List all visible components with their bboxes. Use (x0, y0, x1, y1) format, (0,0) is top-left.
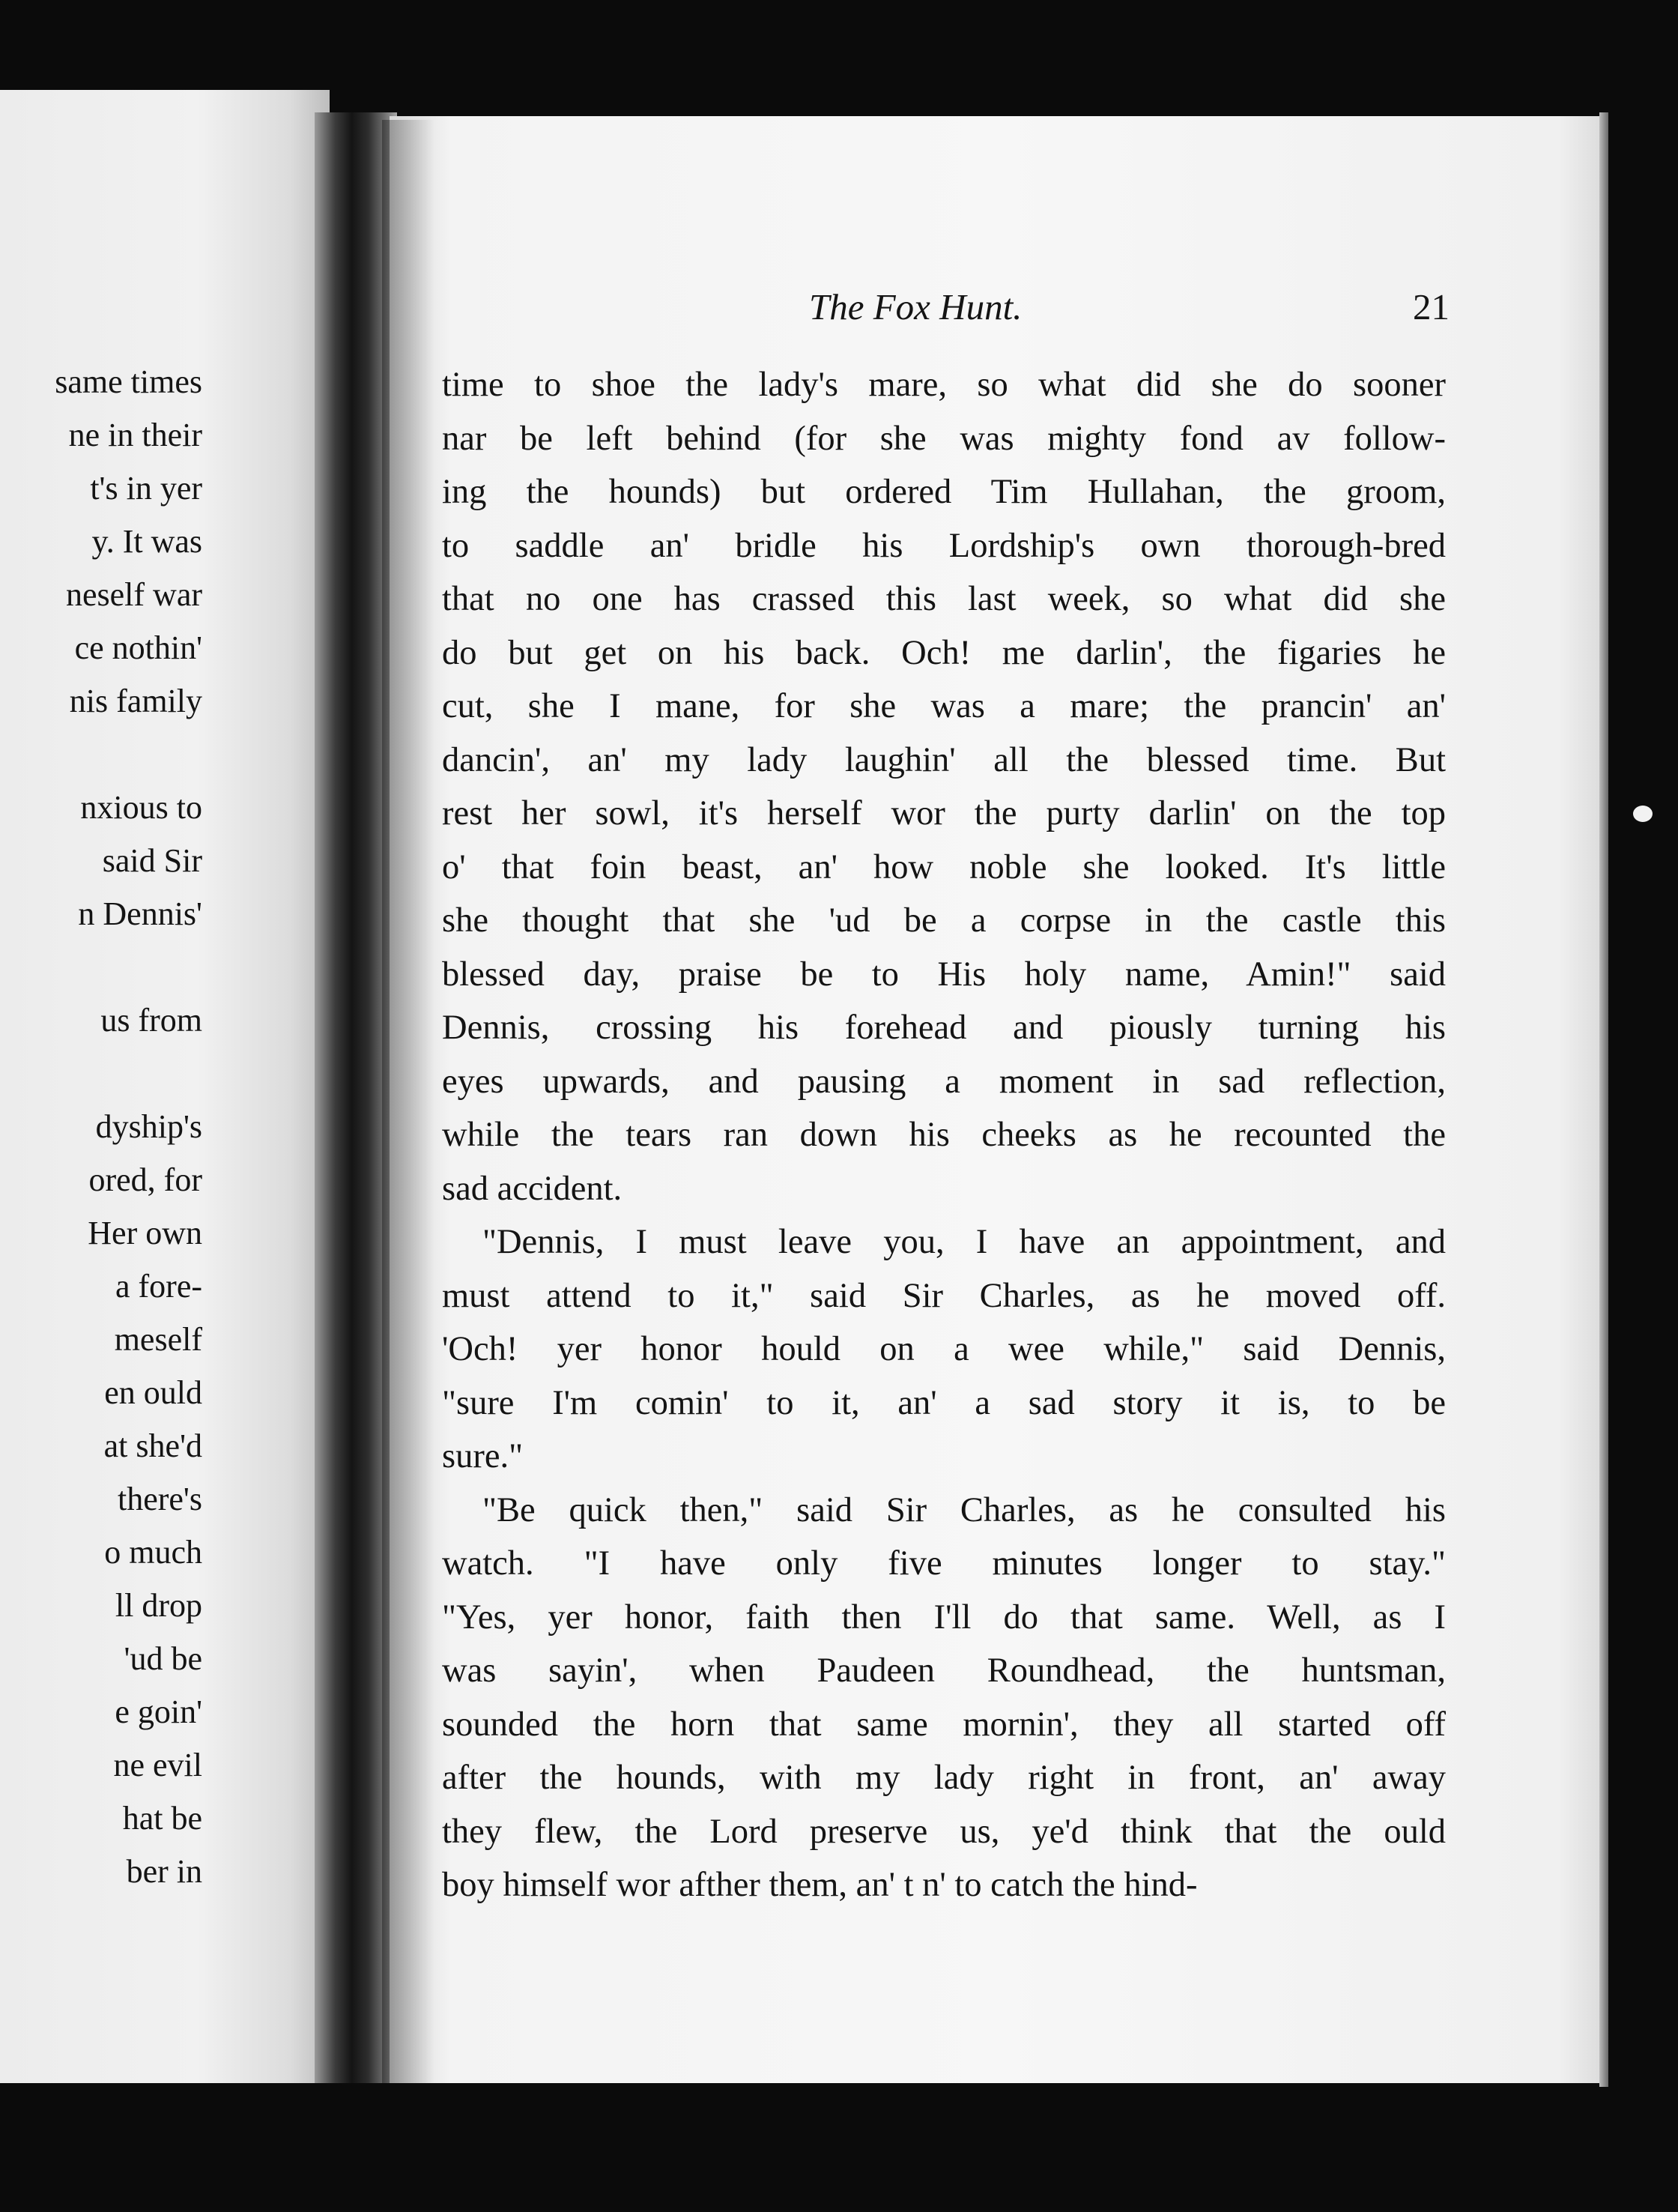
left-text-line: ored, for (88, 1161, 202, 1198)
body-line: Dennis, crossing his forehead and piously turning his (442, 1009, 1446, 1047)
body-line: "Dennis, I must leave you, I have an appointment, and (482, 1223, 1446, 1261)
body-line: "sure I'm comin' to it, an' a sad story it is, to be (442, 1383, 1446, 1422)
left-text-line: 'ud be (124, 1640, 202, 1677)
body-line: "Be quick then," said Sir Charles, as he consulted his (482, 1490, 1446, 1529)
left-blank-line (0, 1047, 315, 1100)
running-head (809, 281, 1450, 333)
left-text-line: ll drop (115, 1587, 202, 1624)
body-line: boy himself wor afther them, an' t n' to catch the hind- (442, 1866, 1198, 1904)
body-line: sad accident. (442, 1169, 623, 1208)
page-number: 21 (1413, 286, 1450, 327)
left-text-line: nis family (69, 683, 202, 719)
left-text-line: ne evil (113, 1747, 202, 1783)
body-line: was sayin', when Paudeen Roundhead, the huntsman, (442, 1652, 1446, 1690)
body-line: while the tears ran down his cheeks as he recounted the (442, 1116, 1446, 1154)
left-text-line: o much (104, 1534, 202, 1571)
left-text-line: Her own (88, 1215, 202, 1251)
body-line: "Yes, yer honor, faith then I'll do that same. Well, as I (442, 1598, 1446, 1637)
body-line: must attend to it," said Sir Charles, as he moved off. (442, 1276, 1446, 1315)
left-text-line: us from (100, 1002, 202, 1039)
left-text-line: at she'd (103, 1427, 202, 1464)
body-text (442, 358, 1446, 1912)
body-line: they flew, the Lord preserve us, ye'd think that the ould (442, 1812, 1446, 1851)
scan-speck (1633, 806, 1653, 822)
body-line: after the hounds, with my lady right in front, an' away (442, 1759, 1446, 1797)
left-text-line: en ould (104, 1374, 202, 1411)
left-text-line: ce nothin' (74, 629, 202, 666)
left-text-line: t's in yer (90, 470, 202, 507)
left-text-line: there's (118, 1481, 202, 1517)
left-page-text (0, 355, 315, 1898)
body-line: o' that foin beast, an' how noble she looked. It's little (442, 847, 1446, 886)
left-text-line: meself (114, 1321, 202, 1358)
left-text-line: neself war (65, 576, 202, 613)
left-blank-line (0, 940, 315, 994)
left-blank-line (0, 728, 315, 781)
body-line: cut, she I mane, for she was a mare; the prancin' an' (442, 687, 1446, 725)
left-text-line: ber in (126, 1853, 202, 1890)
body-line: she thought that she 'ud be a corpse in the castle this (442, 901, 1446, 940)
left-text-line: n Dennis' (78, 895, 202, 932)
left-text-line: ne in their (68, 417, 202, 453)
body-line: eyes upwards, and pausing a moment in sad reflection, (442, 1062, 1446, 1101)
body-line: dancin', an' my lady laughin' all the blessed time. But (442, 740, 1446, 779)
body-line: 'Och! yer honor hould on a wee while," said Dennis, (442, 1330, 1446, 1368)
left-text-line: e goin' (115, 1693, 202, 1730)
body-line: ing the hounds) but ordered Tim Hullahan, the groom, (442, 473, 1446, 511)
body-line: do but get on his back. Och! me darlin', the figaries he (442, 633, 1446, 672)
body-line: to saddle an' bridle his Lordship's own thorough-bred (442, 526, 1446, 565)
left-text-line: a fore- (115, 1268, 202, 1305)
body-line: nar be left behind (for she was mighty fond av follow- (442, 419, 1446, 458)
body-line: that no one has crassed this last week, so what did she (442, 580, 1446, 618)
left-text-line: said Sir (102, 842, 202, 879)
gutter-shadow (382, 120, 434, 2083)
body-line: rest her sowl, it's herself wor the purty darlin' on the top (442, 794, 1446, 832)
left-text-line: same times (55, 363, 202, 400)
page-edge (1599, 112, 1608, 2087)
body-line: watch. "I have only five minutes longer to stay." (442, 1544, 1446, 1583)
left-text-line: nxious to (80, 789, 202, 826)
body-line: sounded the horn that same mornin', they all started off (442, 1705, 1446, 1744)
body-line: blessed day, praise be to His holy name, Amin!" said (442, 955, 1446, 994)
body-line: sure." (442, 1437, 524, 1475)
running-title: The Fox Hunt. (809, 286, 1023, 327)
left-text-line: y. It was (91, 523, 202, 560)
left-text-line: hat be (122, 1800, 202, 1837)
body-line: time to shoe the lady's mare, so what did she do sooner (442, 366, 1446, 404)
left-text-line: dyship's (95, 1108, 202, 1145)
